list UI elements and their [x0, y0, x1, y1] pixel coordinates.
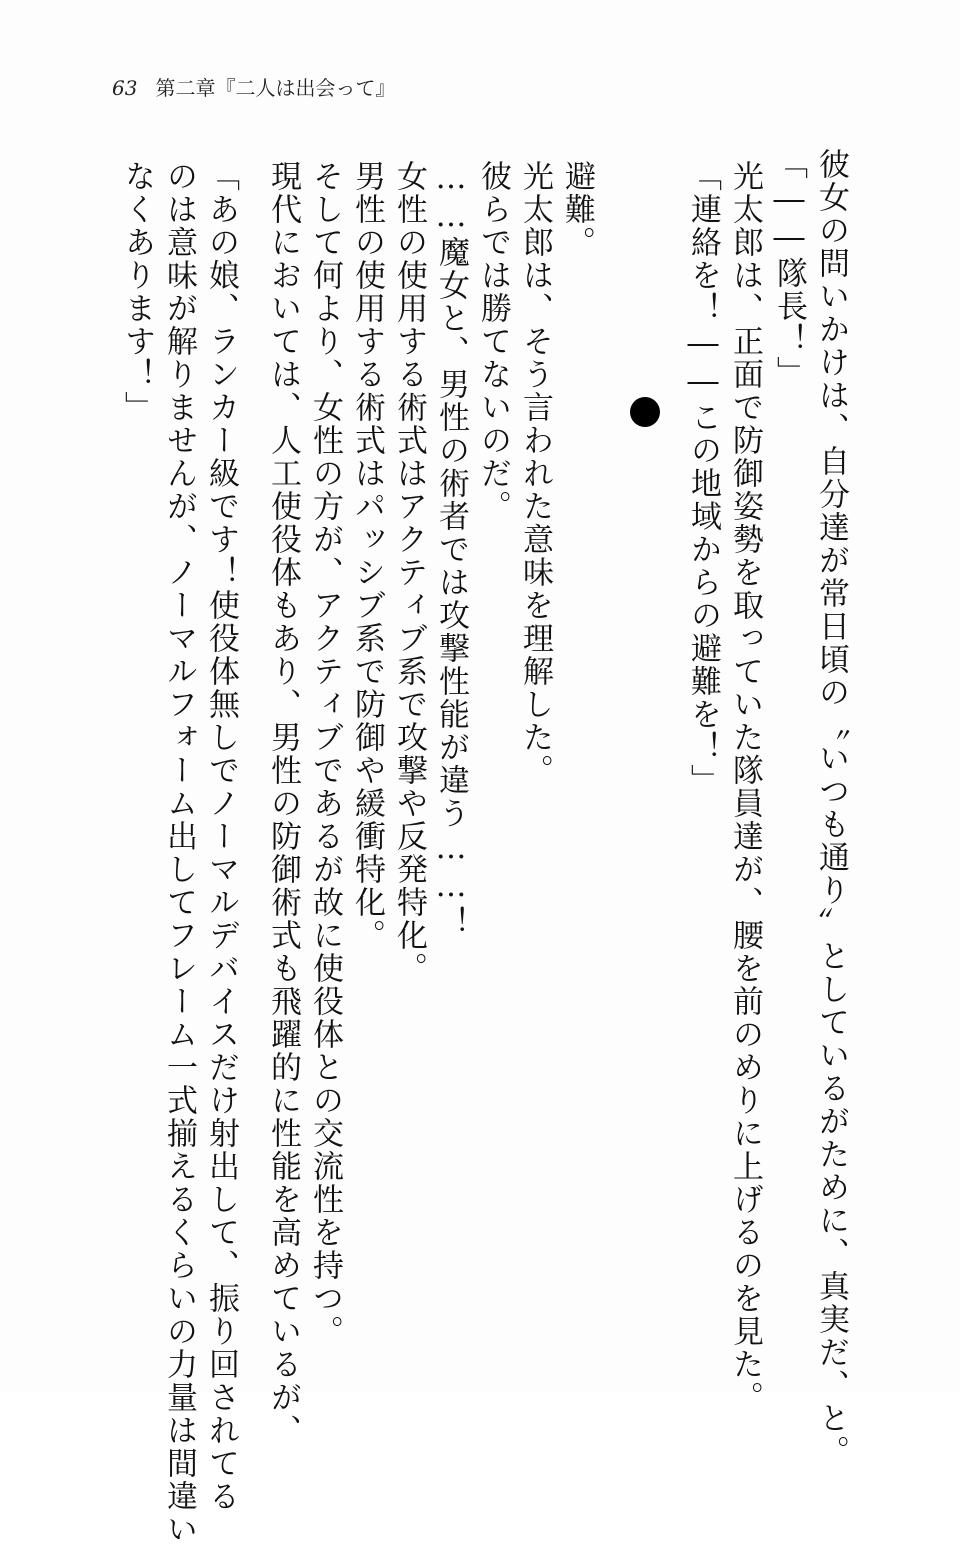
text-line: 彼らでは勝てないのだ。	[475, 160, 511, 523]
text-line: 「あの娘、ランカー級です！使役体無しでノーマルデバイスだけ射出して、振り回されてる	[203, 160, 239, 1513]
text-line: 現代においては、人工使役体もあり、男性の防御術式も飛躍的に性能を高めているが、	[265, 160, 301, 1447]
text-line: 男性の使用する術式はパッシブ系で防御や緩衝特化。	[349, 160, 385, 952]
text-line: なくあります！」	[119, 160, 155, 424]
page-number: 63	[112, 76, 138, 100]
text-line: 避難。	[559, 160, 595, 259]
text-line: そして何より、女性の方が、アクティブであるが故に使役体との交流性を持つ。	[307, 160, 343, 1348]
section-break-mark	[630, 397, 660, 427]
text-line: のは意味が解りませんが、ノーマルフォーム出してフレーム一式揃えるくらいの力量は間違い	[161, 160, 197, 1546]
text-line: 「――隊長！」	[771, 148, 807, 389]
chapter-title: 第二章『二人は出会って』	[155, 76, 396, 100]
text-line: 光太郎は、そう言われた意味を理解した。	[517, 160, 553, 787]
text-line: ……魔女と、男性の術者では攻撃性能が違う……！	[433, 160, 469, 939]
text-line: 女性の使用する術式はアクティブ系で攻撃や反発特化。	[391, 160, 427, 985]
running-header	[112, 72, 395, 101]
text-line: 「連絡を！――この地域からの避難を！」	[685, 160, 721, 797]
text-line: 彼女の問いかけは、自分達が常日頃の〝いつも通り〟としているがために、真実だ、と。	[813, 148, 849, 1468]
text-line: 光太郎は、正面で防御姿勢を取っていた隊員達が、腰を前のめりに上げるのを見た。	[727, 160, 763, 1414]
